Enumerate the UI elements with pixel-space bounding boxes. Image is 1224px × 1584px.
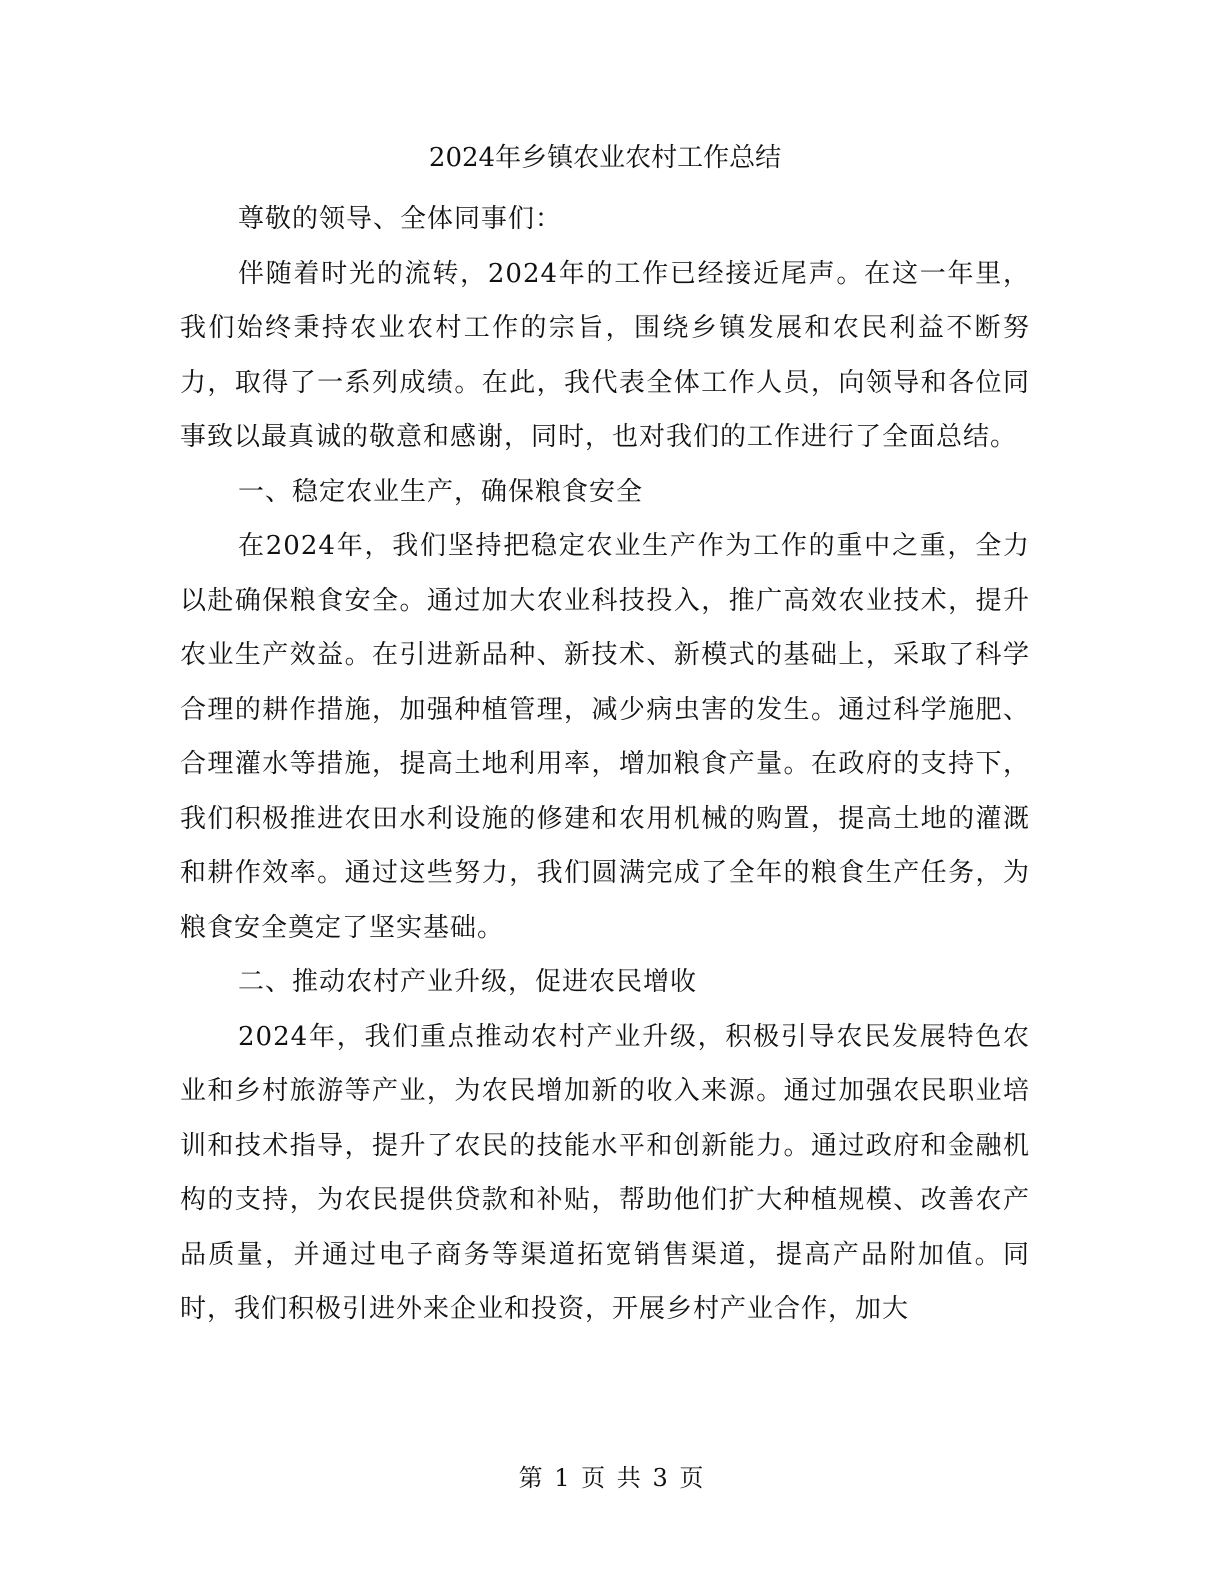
section-body-2: 2024年，我们重点推动农村产业升级，积极引导农民发展特色农业和乡村旅游等产业，为农民增加新的收入来源。通过加强农民职业培训和技术指导，提升了农民的技能水平和创新能力。通过政府和金融机构的支持，为农民提供贷款和补贴，帮助他们扩大种植规模、改善农产品质量，并通过电子商务等渠道拓宽销售渠道，提高产品附加值。同时，我们积极引进外来企业和投资，开展乡村产业合作，加大: [180, 1021, 1030, 1324]
salutation: 尊敬的领导、全体同事们：: [238, 204, 563, 234]
document-title: 2024年乡镇农业农村工作总结: [428, 143, 782, 173]
page-indicator: 第 1 页 共 3 页: [518, 1464, 706, 1492]
intro-paragraph: 伴随着时光的流转，2024年的工作已经接近尾声。在这一年里，我们始终秉持农业农村工作的宗旨，围绕乡镇发展和农民利益不断努力，取得了一系列成绩。在此，我代表全体工作人员，向领导和各位同事致以最真诚的敬意和感谢，同时，也对我们的工作进行了全面总结。: [180, 258, 1030, 452]
section-heading-1: 一、稳定农业生产，确保粮食安全: [238, 476, 644, 507]
section-body-1: 在2024年，我们坚持把稳定农业生产作为工作的重中之重，全力以赴确保粮食安全。通过加大农业科技投入，推广高效农业技术，提升农业生产效益。在引进新品种、新技术、新模式的基础上，采取了科学合理的耕作措施，加强种植管理，减少病虫害的发生。通过科学施肥、合理灌水等措施，提高土地利用率，增加粮食产量。在政府的支持下，我们积极推进农田水利设施的修建和农用机械的购置，提高土地的灌溉和耕作效率。通过这些努力，我们圆满完成了全年的粮食生产任务，为粮食安全奠定了坚实基础。: [180, 531, 1030, 943]
section-heading-2: 二、推动农村产业升级，促进农民增收: [238, 967, 698, 997]
document-content: [180, 134, 1030, 1337]
